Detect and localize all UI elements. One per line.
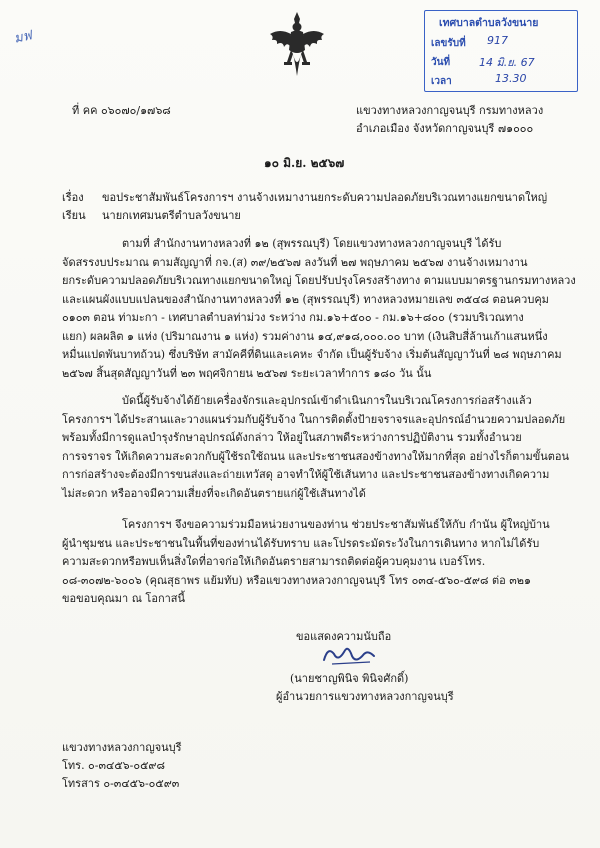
stamp-date-label: วันที่ — [431, 57, 451, 68]
stamp-time-label: เวลา — [431, 76, 452, 87]
footer-office: แขวงทางหลวงกาญจนบุรี — [62, 741, 182, 754]
body-line: แยก) ผลผลิต ๑ แห่ง (ปริมาณงาน ๑ แห่ง) รวมค่างาน ๑๔,๙๑๘,๐๐๐.๐๐ บาท (เงินสิบสี่ล้านเก้าแสนหนึ่ง — [62, 329, 548, 343]
body-line: ๒๕๖๗ สิ้นสุดสัญญาวันที่ ๒๓ พฤศจิกายน ๒๕๖๗ ระยะเวลาทำการ ๑๘๐ วัน นั้น — [62, 366, 432, 380]
recipient-text: นายกเทศมนตรีตำบลวังขนาย — [102, 209, 241, 222]
body-line: การก่อสร้างจะต้องมีการขนส่งและถ่ายเทวัสดุ อาจทำให้ผู้ใช้เส้นทาง และประชาชนสองข้างทางเกิดความ — [62, 468, 550, 481]
document-date: ๑๐ มิ.ย. ๒๕๖๗ — [264, 156, 345, 170]
closing-text: ขอแสดงความนับถือ — [296, 630, 392, 643]
body-line: ผู้นำชุมชน และประชาชนในพื้นที่ของท่านได้รับทราบ และโปรดระมัดระวังในการเดินทาง หากไม่ได้รับ — [62, 536, 540, 550]
document-number: ที่ คค ๐๖๐๗๐/๑๗๖๘ — [72, 104, 171, 117]
garuda-emblem-icon — [266, 10, 328, 80]
body-line: โครงการฯ จึงขอความร่วมมือหน่วยงานของท่าน ช่วยประชาสัมพันธ์ให้กับ กำนัน ผู้ใหญ่บ้าน — [122, 518, 550, 531]
body-line: ไม่สะดวก หรืออาจมีความเสี่ยงที่จะเกิดอันตรายแก่ผู้ใช้เส้นทางได้ — [62, 486, 366, 500]
body-line: พร้อมทั้งมีการดูแลบำรุงรักษาอุปกรณ์ดังกล่าว ให้อยู่ในสภาพดีระหว่างการปฏิบัติงาน รวมทั้งอำนวย — [62, 431, 522, 444]
body-line: บัดนี้ผู้รับจ้างได้ย้ายเครื่องจักรและอุปกรณ์เข้าดำเนินการในบริเวณโครงการก่อสร้างแล้ว — [122, 394, 532, 407]
subject-text: ขอประชาสัมพันธ์โครงการฯ งานจ้างเหมางานยกระดับความปลอดภัยบริเวณทางแยกขนาดใหญ่ — [102, 191, 548, 204]
body-line: โครงการฯ ได้ประสานและวางแผนร่วมกับผู้รับจ้าง ในการติดตั้งป้ายจราจรและอุปกรณ์อำนวยความปลอดภัย — [62, 412, 566, 426]
sender-address-line-2: อำเภอเมือง จังหวัดกาญจนบุรี ๗๑๐๐๐ — [356, 122, 534, 135]
corner-handwritten-mark: มฟ — [12, 28, 34, 47]
signer-name: (นายชาญพินิจ พินิจศักดิ์) — [290, 672, 409, 685]
stamp-receipt-value: 917 — [487, 34, 508, 47]
footer-telephone: โทร. ๐-๓๔๕๖-๐๕๙๘ — [62, 759, 165, 772]
body-line: การจราจร ให้เกิดความสะดวกกับผู้ใช้รถใช้ถนน และประชาชนสองข้างทางให้มากที่สุด อย่างไรก็ตามขั้นตอน — [62, 449, 570, 463]
body-line: ยกระดับความปลอดภัยบริเวณทางแยกขนาดใหญ่ โดยปรับปรุงโครงสร้างทาง ตามแบบมาตรฐานกรมทางหลวง — [62, 274, 576, 287]
stamp-title: เทศบาลตำบลวังขนาย — [439, 17, 539, 29]
stamp-time-value: 13.30 — [495, 72, 527, 85]
recipient-label: เรียน — [62, 209, 86, 222]
handwritten-signature — [318, 640, 378, 670]
body-paragraph-3 — [62, 516, 550, 609]
body-line: หมื่นแปดพันบาทถ้วน) ซึ่งบริษัท สามัคคีที่ดินและเคหะ จำกัด เป็นผู้รับจ้าง เริ่มต้นสัญญาวันที่ ๒๘ พฤษภาคม — [62, 348, 562, 361]
footer-fax: โทรสาร ๐-๓๔๕๖-๐๕๙๓ — [62, 777, 180, 790]
body-line: ๐๑๐๓ ตอน ท่ามะกา - เทศบาลตำบลท่าม่วง ระหว่าง กม.๑๖+๕๐๐ - กม.๑๖+๘๐๐ (รวมบริเวณทาง — [62, 311, 524, 324]
body-line: ๐๘-๓๐๗๒-๖๐๐๖ (คุณสุธาพร แย้มทับ) หรือแขวงทางหลวงกาญจนบุรี โทร ๐๓๔-๕๖๐-๕๙๘ ต่อ ๓๒๑ — [62, 573, 531, 587]
body-line: ความสะดวกหรือพบเห็นสิ่งใดที่อาจก่อให้เกิดอันตรายสามารถติดต่อผู้ควบคุมงาน เบอร์โทร. — [62, 555, 486, 568]
body-line: และแผนผังแบบแปลนของสำนักงานทางหลวงที่ ๑๒ (สุพรรณบุรี) ทางหลวงหมายเลข ๓๕๔๘ ตอนควบคุม — [62, 292, 549, 306]
sender-address-line-1: แขวงทางหลวงกาญจนบุรี กรมทางหลวง — [356, 104, 544, 117]
body-line: จัดสรรงบประมาณ ตามสัญญาที่ กจ.(ส) ๓๙/๒๕๖๗ ลงวันที่ ๒๗ พฤษภาคม ๒๕๖๗ งานจ้างเหมางาน — [62, 255, 528, 269]
stamp-receipt-label: เลขรับที่ — [431, 38, 466, 49]
body-paragraph-1 — [62, 235, 576, 383]
body-line: ขอขอบคุณมา ณ โอกาสนี้ — [62, 592, 186, 605]
signer-title: ผู้อำนวยการแขวงทางหลวงกาญจนบุรี — [276, 690, 454, 703]
body-paragraph-2 — [62, 392, 570, 503]
stamp-date-value: 14 มิ.ย. 67 — [479, 56, 535, 69]
body-line: ตามที่ สำนักงานทางหลวงที่ ๑๒ (สุพรรณบุรี) โดยแขวงทางหลวงกาญจนบุรี ได้รับ — [122, 237, 502, 250]
receipt-stamp — [424, 10, 578, 92]
subject-label: เรื่อง — [62, 191, 84, 204]
